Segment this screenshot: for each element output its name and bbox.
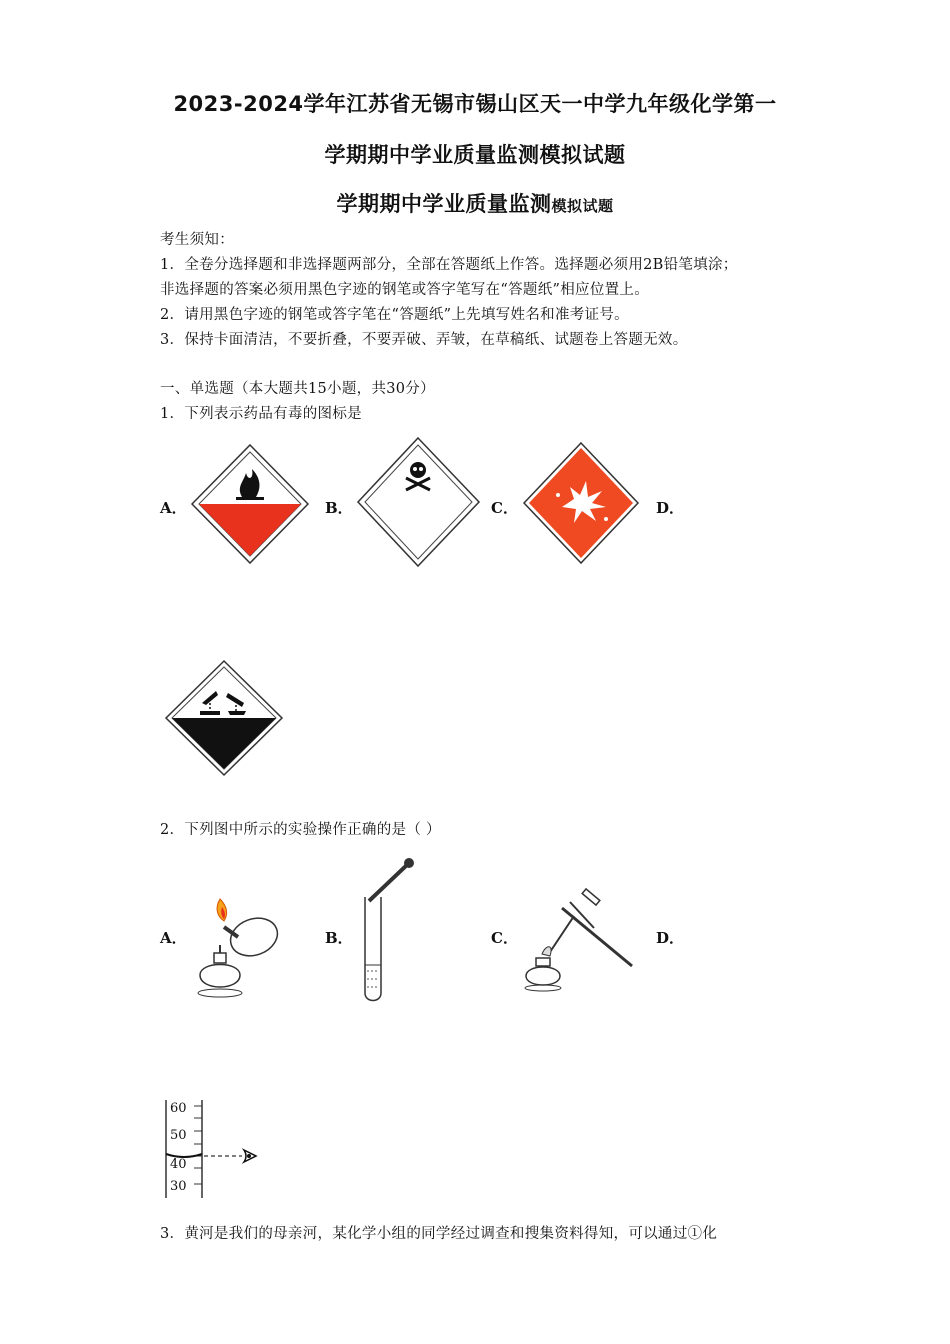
cylinder-tick-60: 60 xyxy=(170,1101,187,1116)
cylinder-tick-30: 30 xyxy=(170,1179,187,1194)
corrosive-sign-icon xyxy=(164,659,284,777)
q1-option-a-label[interactable]: A． xyxy=(160,499,187,517)
graduated-cylinder-reading-icon xyxy=(160,1098,260,1200)
q1-option-d-label[interactable]: D． xyxy=(656,499,685,517)
alcohol-lamp-lighting-icon xyxy=(188,895,288,1000)
title-line-3 xyxy=(0,188,950,218)
q1-option-b-label[interactable]: B． xyxy=(325,499,353,517)
question-1-stem: 1．下列表示药品有毒的图标是 xyxy=(160,406,362,422)
notice-heading: 考生须知： xyxy=(160,232,234,248)
flammable-sign-icon xyxy=(190,443,310,565)
notice-item-2: 2．请用黑色字迹的钢笔或答字笔在“答题纸”上先填写姓名和准考证号。 xyxy=(160,307,629,323)
question-3-stem: 3．黄河是我们的母亲河，某化学小组的同学经过调查和搜集资料得知，可以通过①化 xyxy=(160,1226,718,1242)
q1-option-c-label[interactable]: C． xyxy=(491,499,518,517)
title-line-3-small: 模拟试题 xyxy=(551,197,614,215)
q2-option-c-label[interactable]: C． xyxy=(491,929,518,947)
heating-test-tube-icon xyxy=(520,888,640,998)
title-line-2: 学期期中学业质量监测模拟试题 xyxy=(324,143,626,167)
q2-option-b-label[interactable]: B． xyxy=(325,929,353,947)
cylinder-tick-40: 40 xyxy=(170,1157,187,1172)
explosive-sign-icon xyxy=(522,441,640,565)
question-2-stem: 2．下列图中所示的实验操作正确的是（ ） xyxy=(160,822,441,838)
toxic-sign-icon xyxy=(356,436,481,568)
notice-item-3: 3．保持卡面清洁，不要折叠，不要弄破、弄皱，在草稿纸、试题卷上答题无效。 xyxy=(160,332,688,348)
notice-item-1a: 1．全卷分选择题和非选择题两部分，全部在答题纸上作答。选择题必须用2B铅笔填涂； xyxy=(160,257,738,273)
q2-option-d-label[interactable]: D． xyxy=(656,929,685,947)
dropper-test-tube-icon xyxy=(355,857,420,1003)
title-line-1: 2023-2024学年江苏省无锡市锡山区天一中学九年级化学第一 xyxy=(173,92,777,116)
cylinder-tick-50: 50 xyxy=(170,1128,187,1143)
title-line-3-main: 学期期中学业质量监测 xyxy=(336,192,552,216)
section-heading: 一、单选题（本大题共15小题，共30分） xyxy=(160,381,435,397)
q2-option-a-label[interactable]: A． xyxy=(160,929,187,947)
notice-item-1b: 非选择题的答案必须用黑色字迹的钢笔或答字笔写在“答题纸”相应位置上。 xyxy=(160,282,650,298)
